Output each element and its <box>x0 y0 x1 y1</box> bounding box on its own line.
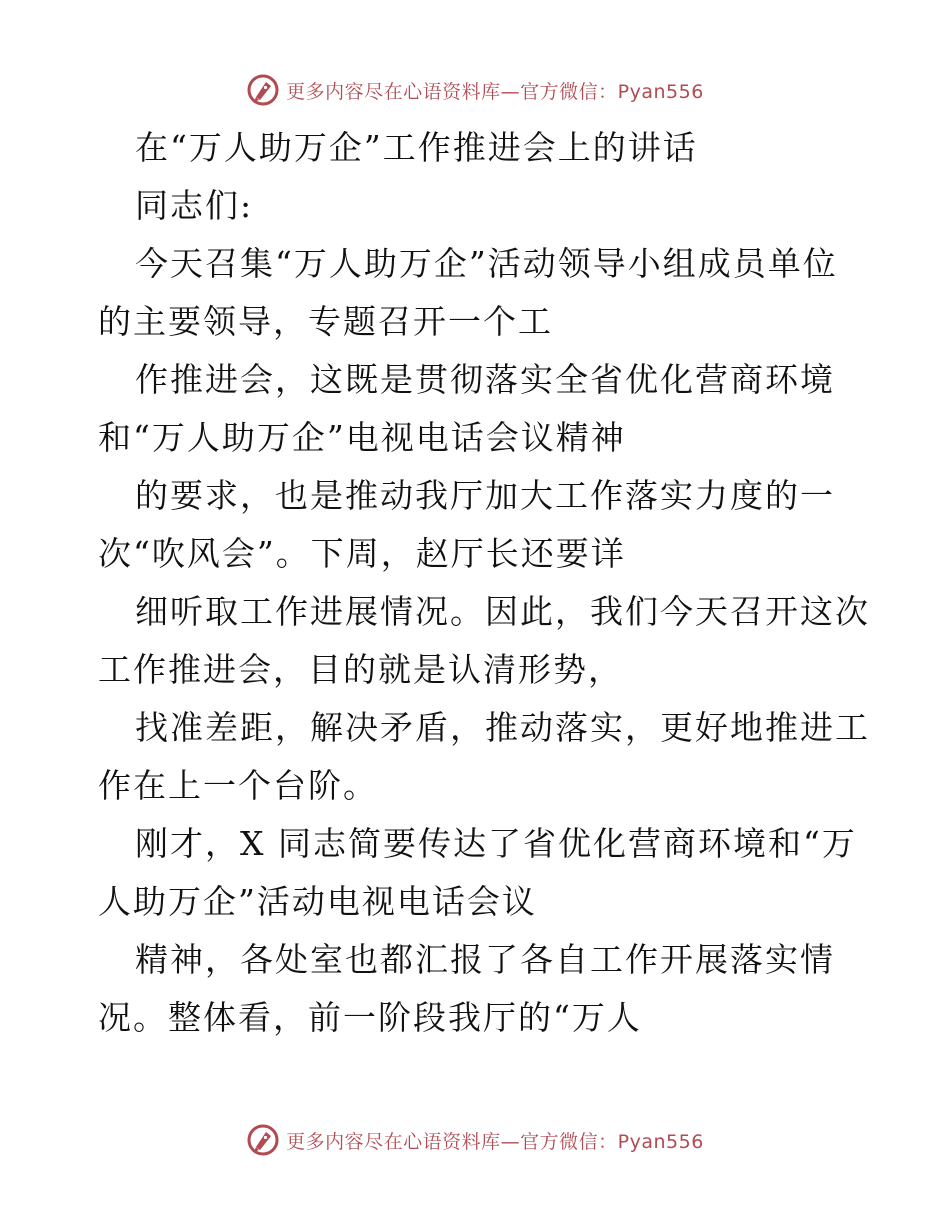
body-line: 的主要领导，专题召开一个工 <box>98 302 553 341</box>
body-line: 次“吹风会”。下周，赵厅长还要详 <box>98 534 626 573</box>
pen-nib-circle-icon <box>246 1123 280 1157</box>
watermark-text: 更多内容尽在心语资料库—官方微信：Pyan556 <box>286 1130 704 1153</box>
watermark-footer <box>0 1120 950 1160</box>
body-line: 况。整体看，前一阶段我厅的“万人 <box>98 998 642 1037</box>
watermark-header <box>0 70 950 110</box>
body-line: 细听取工作进展情况。因此，我们今天召开这次 <box>135 592 870 631</box>
salutation: 同志们: <box>135 186 254 225</box>
body-line: 刚才，X 同志简要传达了省优化营商环境和“万 <box>135 824 857 863</box>
watermark-text: 更多内容尽在心语资料库—官方微信：Pyan556 <box>286 80 704 103</box>
body-line: 工作推进会，目的就是认清形势， <box>98 650 623 689</box>
body-line: 和“万人助万企”电视电话会议精神 <box>98 418 626 457</box>
body-line: 作在上一个台阶。 <box>98 766 378 805</box>
pen-nib-circle-icon <box>246 73 280 107</box>
body-line: 的要求，也是推动我厅加大工作落实力度的一 <box>135 476 835 515</box>
body-line: 人助万企”活动电视电话会议 <box>98 882 537 921</box>
body-line: 今天召集“万人助万企”活动领导小组成员单位 <box>135 244 838 283</box>
document-title: 在“万人助万企”工作推进会上的讲话 <box>135 128 698 167</box>
body-line: 精神，各处室也都汇报了各自工作开展落实情 <box>135 940 835 979</box>
body-line: 找准差距，解决矛盾，推动落实，更好地推进工 <box>135 708 870 747</box>
body-line: 作推进会，这既是贯彻落实全省优化营商环境 <box>135 360 835 399</box>
